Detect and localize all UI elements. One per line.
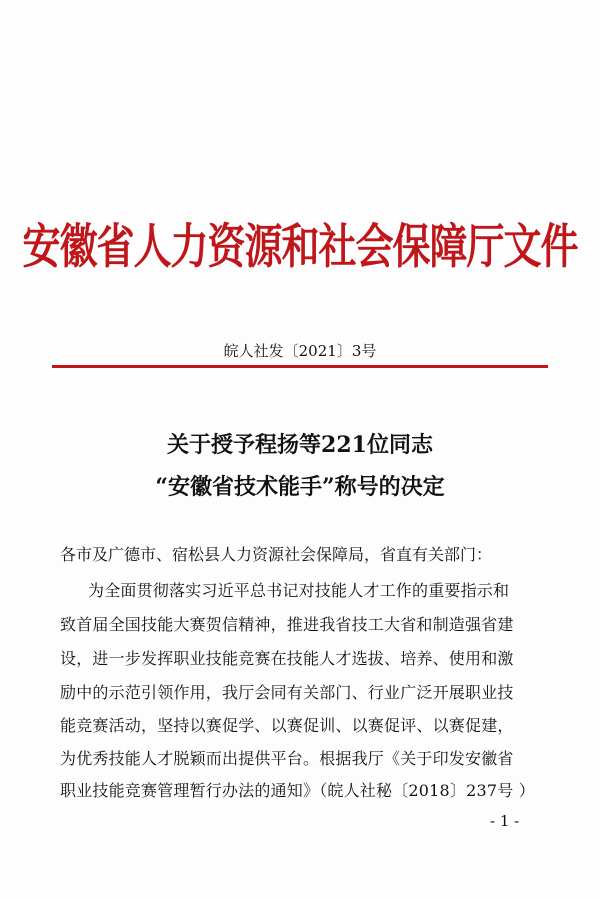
- body-line-1: 为全面贯彻落实习近平总书记对技能人才工作的重要指示和: [88, 581, 510, 600]
- body-line-5: 能竞赛活动，坚持以赛促学、以赛促训、以赛促评、以赛促建，: [60, 716, 514, 735]
- body-line-6: 为优秀技能人才脱颖而出提供平台。根据我厅《关于印发安徽省: [60, 749, 514, 768]
- red-divider-line: [52, 365, 548, 368]
- document-number: 皖人社发〔2021〕3号: [223, 342, 377, 360]
- body-line-2: 致首届全国技能大赛贺信精神，推进我省技工大省和制造强省建: [60, 615, 514, 634]
- page-number: - 1 -: [490, 812, 520, 830]
- issuing-authority-header: 安徽省人力资源和社会保障厅文件: [22, 218, 578, 275]
- document-title-line-1: 关于授予程扬等221位同志: [167, 432, 433, 458]
- body-line-4: 励中的示范引领作用，我厅会同有关部门、行业广泛开展职业技: [60, 683, 514, 702]
- salutation: 各市及广德市、宿松县人力资源社会保障局，省直有关部门：: [60, 545, 493, 564]
- body-line-3: 设，进一步发挥职业技能竞赛在技能人才选拔、培养、使用和激: [60, 649, 514, 668]
- body-line-7: 职业技能竞赛管理暂行办法的通知》（皖人社秘〔2018〕237号 ）: [60, 781, 535, 800]
- document-title-line-2: “安徽省技术能手”称号的决定: [155, 474, 445, 500]
